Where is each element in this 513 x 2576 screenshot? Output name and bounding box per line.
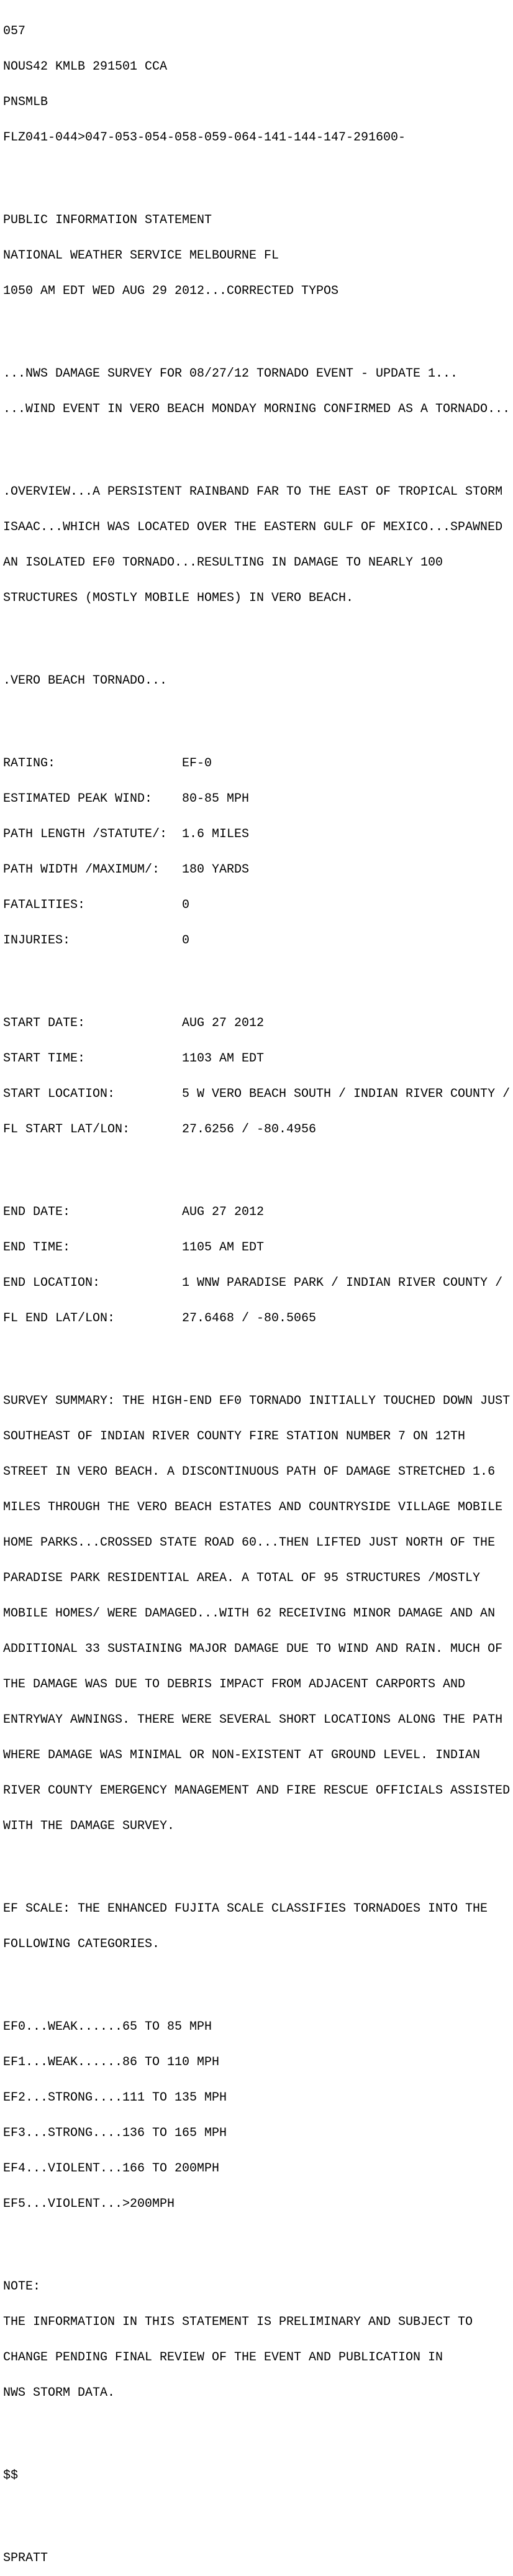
- spacer: [3, 628, 513, 639]
- awips-id: PNSMLB: [3, 95, 48, 109]
- survey-summary-line: STREET IN VERO BEACH. A DISCONTINUOUS PATH OF DAMAGE STRETCHED 1.6: [3, 1465, 496, 1479]
- start-date: START DATE: AUG 27 2012: [3, 1016, 265, 1030]
- survey-summary-line: HOME PARKS...CROSSED STATE ROAD 60...THEN LIFTED JUST NORTH OF THE: [3, 1536, 496, 1550]
- spacer: [3, 1348, 513, 1360]
- spacer: [3, 167, 513, 179]
- start-time: START TIME: 1103 AM EDT: [3, 1052, 265, 1066]
- spacer: [3, 2505, 513, 2517]
- survey-summary-line: RIVER COUNTY EMERGENCY MANAGEMENT AND FIRE RESCUE OFFICIALS ASSISTED: [3, 1784, 511, 1798]
- stat-path-length: PATH LENGTH /STATUTE/: 1.6 MILES: [3, 827, 250, 841]
- note-line: NWS STORM DATA.: [3, 2386, 116, 2400]
- issue-time: 1050 AM EDT WED AUG 29 2012...CORRECTED TYPOS: [3, 284, 339, 298]
- author-signature: SPRATT: [3, 2551, 48, 2565]
- note-line: THE INFORMATION IN THIS STATEMENT IS PRELIMINARY AND SUBJECT TO: [3, 2315, 473, 2329]
- start-location: START LOCATION: 5 W VERO BEACH SOUTH / INDIAN RIVER COUNTY /: [3, 1087, 511, 1101]
- ef-scale-row-ef2: EF2...STRONG....111 TO 135 MPH: [3, 2091, 227, 2105]
- spacer: [3, 1856, 513, 1868]
- sequence-number: 057: [3, 24, 26, 39]
- note-label: NOTE:: [3, 2280, 41, 2294]
- ef-scale-row-ef5: EF5...VIOLENT...>200MPH: [3, 2197, 175, 2211]
- wmo-header: NOUS42 KMLB 291501 CCA: [3, 60, 168, 74]
- ef-scale-row-ef0: EF0...WEAK......65 TO 85 MPH: [3, 2020, 212, 2034]
- survey-summary-line: ADDITIONAL 33 SUSTAINING MAJOR DAMAGE DUE TO WIND AND RAIN. MUCH OF: [3, 1642, 503, 1656]
- stat-path-width: PATH WIDTH /MAXIMUM/: 180 YARDS: [3, 863, 250, 877]
- stat-injuries: INJURIES: 0: [3, 933, 190, 948]
- ef-scale-intro-line: FOLLOWING CATEGORIES.: [3, 1937, 160, 1951]
- zone-codes: FLZ041-044>047-053-054-058-059-064-141-144-147-291600-: [3, 131, 406, 145]
- end-date: END DATE: AUG 27 2012: [3, 1205, 265, 1219]
- survey-summary-line: SURVEY SUMMARY: THE HIGH-END EF0 TORNADO INITIALLY TOUCHED DOWN JUST: [3, 1394, 511, 1408]
- spacer: [3, 1974, 513, 1986]
- end-lat-lon: FL END LAT/LON: 27.6468 / -80.5065: [3, 1311, 317, 1326]
- overview-line: .OVERVIEW...A PERSISTENT RAINBAND FAR TO THE EAST OF TROPICAL STORM: [3, 485, 503, 499]
- ef-scale-row-ef4: EF4...VIOLENT...166 TO 200MPH: [3, 2161, 220, 2176]
- overview-line: AN ISOLATED EF0 TORNADO...RESULTING IN DAMAGE TO NEARLY 100: [3, 556, 443, 570]
- spacer: [3, 2422, 513, 2434]
- ef-scale-row-ef3: EF3...STRONG....136 TO 165 MPH: [3, 2126, 227, 2140]
- survey-summary-line: MILES THROUGH THE VERO BEACH ESTATES AND COUNTRYSIDE VILLAGE MOBILE: [3, 1500, 503, 1515]
- statement-type: PUBLIC INFORMATION STATEMENT: [3, 213, 212, 227]
- spacer: [3, 1159, 513, 1171]
- overview-line: ISAAC...WHICH WAS LOCATED OVER THE EASTERN GULF OF MEXICO...SPAWNED: [3, 520, 503, 534]
- survey-summary-line: ENTRYWAY AWNINGS. THERE WERE SEVERAL SHORT LOCATIONS ALONG THE PATH: [3, 1713, 503, 1727]
- issuing-office: NATIONAL WEATHER SERVICE MELBOURNE FL: [3, 249, 279, 263]
- section-title: .VERO BEACH TORNADO...: [3, 674, 168, 688]
- ef-scale-row-ef1: EF1...WEAK......86 TO 110 MPH: [3, 2055, 220, 2070]
- stat-fatalities: FATALITIES: 0: [3, 898, 190, 912]
- spacer: [3, 439, 513, 451]
- ef-scale-intro-line: EF SCALE: THE ENHANCED FUJITA SCALE CLASSIFIES TORNADOES INTO THE: [3, 1902, 488, 1916]
- survey-summary-line: WITH THE DAMAGE SURVEY.: [3, 1819, 175, 1833]
- headline: ...WIND EVENT IN VERO BEACH MONDAY MORNING CONFIRMED AS A TORNADO...: [3, 402, 511, 416]
- spacer: [3, 321, 513, 332]
- overview-line: STRUCTURES (MOSTLY MOBILE HOMES) IN VERO BEACH.: [3, 591, 354, 605]
- survey-summary-line: SOUTHEAST OF INDIAN RIVER COUNTY FIRE STATION NUMBER 7 ON 12TH: [3, 1429, 466, 1444]
- note-line: CHANGE PENDING FINAL REVIEW OF THE EVENT AND PUBLICATION IN: [3, 2350, 443, 2365]
- survey-summary-line: PARADISE PARK RESIDENTIAL AREA. A TOTAL OF 95 STRUCTURES /MOSTLY: [3, 1571, 481, 1585]
- headline: ...NWS DAMAGE SURVEY FOR 08/27/12 TORNADO EVENT - UPDATE 1...: [3, 367, 458, 381]
- survey-summary-line: THE DAMAGE WAS DUE TO DEBRIS IMPACT FROM ADJACENT CARPORTS AND: [3, 1677, 466, 1692]
- spacer: [3, 710, 513, 722]
- end-location: END LOCATION: 1 WNW PARADISE PARK / INDIAN RIVER COUNTY /: [3, 1276, 503, 1290]
- stat-rating: RATING: EF-0: [3, 756, 212, 771]
- survey-summary-line: MOBILE HOMES/ WERE DAMAGED...WITH 62 RECEIVING MINOR DAMAGE AND AN: [3, 1607, 496, 1621]
- spacer: [3, 970, 513, 982]
- spacer: [3, 2234, 513, 2245]
- survey-summary-line: WHERE DAMAGE WAS MINIMAL OR NON-EXISTENT AT GROUND LEVEL. INDIAN: [3, 1748, 481, 1762]
- stat-peak-wind: ESTIMATED PEAK WIND: 80-85 MPH: [3, 792, 250, 806]
- start-lat-lon: FL START LAT/LON: 27.6256 / -80.4956: [3, 1122, 317, 1137]
- product-terminator: $$: [3, 2468, 19, 2483]
- end-time: END TIME: 1105 AM EDT: [3, 1240, 265, 1255]
